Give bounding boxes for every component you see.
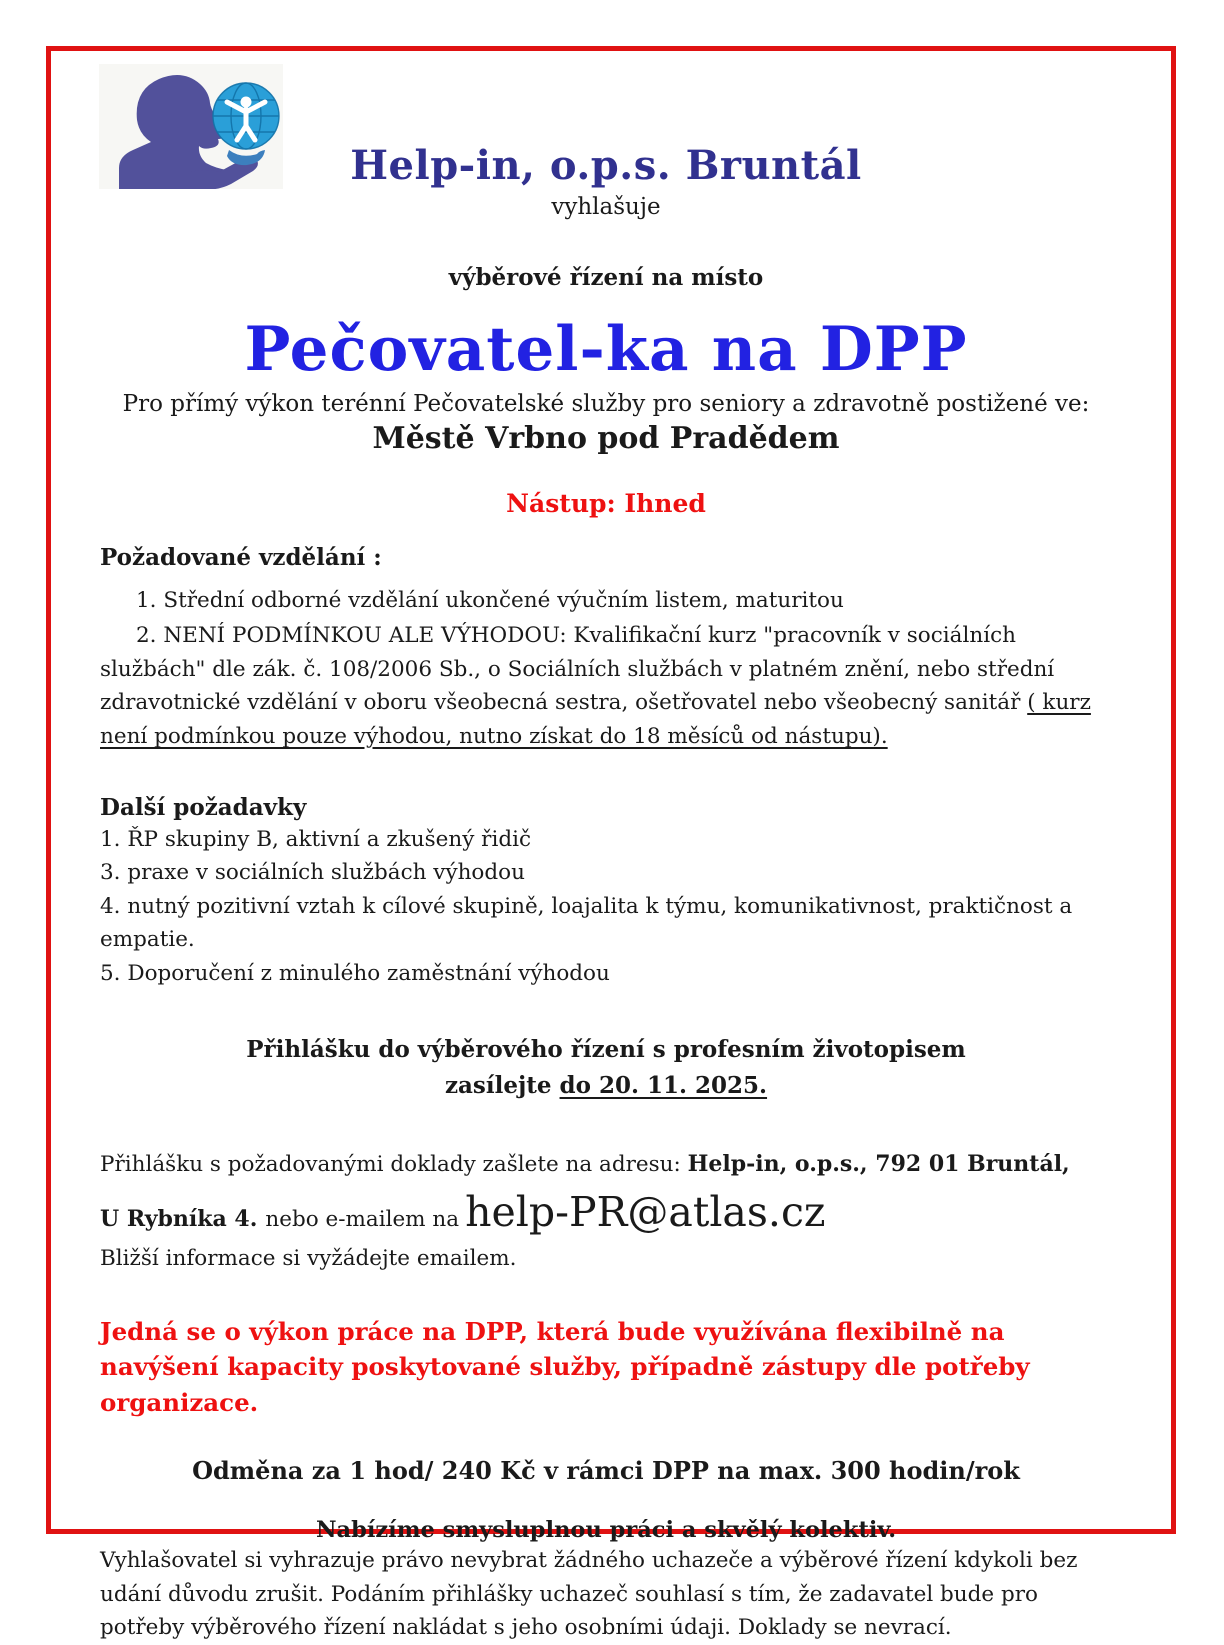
pay-line: Odměna za 1 hod/ 240 Kč v rámci DPP na max. 300 hodin/rok <box>192 1456 1020 1486</box>
requirements-heading: Další požadavky <box>100 793 307 821</box>
position-title: Pečovatel-ka na DPP <box>244 314 968 385</box>
education-item-1: 1. Střední odborné vzdělání ukončené výučním listem, maturitou <box>136 587 844 613</box>
start-date: Nástup: Ihned <box>506 488 706 518</box>
requirement-item: 5. Doporučení z minulého zaměstnání výhodou <box>100 960 610 986</box>
org-address: Help-in, o.p.s., 792 01 Bruntál, <box>687 1151 1070 1178</box>
education-heading <box>100 544 1112 571</box>
email-address: help-PR@atlas.cz <box>465 1188 826 1236</box>
application-callout <box>100 1032 1112 1103</box>
street-email-line <box>100 1188 1112 1236</box>
vacancy-intro: výběrové řízení na místo <box>448 264 764 291</box>
document-body <box>100 48 1112 1645</box>
requirement-item: 3. praxe v sociálních službách výhodou <box>100 860 525 886</box>
application-deadline: do 20. 11. 2025. <box>559 1071 768 1099</box>
email-intro-text: nebo e-mailem na <box>265 1207 460 1232</box>
position-location: Městě Vrbno pod Pradědem <box>372 420 840 456</box>
requirement-item: 1. ŘP skupiny B, aktivní a zkušený řidič <box>100 826 532 852</box>
dpp-note: Jedná se o výkon práce na DPP, která bude využívána flexibilně na navýšení kapacity poskytované služby, případně zástupy dle potřeby organizace. <box>100 1316 1030 1417</box>
education-item-2 <box>100 619 1112 753</box>
send-by-text: zasílejte <box>444 1071 560 1099</box>
application-callout-line-1: Přihlášku do výběrového řízení s profesním životopisem <box>246 1036 966 1064</box>
offer-line: Nabízíme smysluplnou práci a skvělý kolektiv. <box>315 1517 897 1544</box>
education-heading-text: Požadované vzdělání <box>100 543 366 571</box>
disclaimer: Vyhlašovatel si vyhrazuje právo nevybrat žádného uchazeče a výběrové řízení kdykoli bez udání důvodu zrušit. Podáním přihlášky uchazeč souhlasí s tím, že zadavatel bude pro potřeby výběrového řízení nakládat s jeho osobními údaji. Doklady se nevrací. <box>100 1548 1078 1641</box>
address-line <box>100 1147 1112 1182</box>
announce-text: vyhlašuje <box>551 194 661 220</box>
more-info-note: Bližší informace si vyžádejte emailem. <box>100 1246 517 1271</box>
position-description: Pro přímý výkon terénní Pečovatelské služby pro seniory a zdravotně postižené ve: <box>122 390 1090 417</box>
address-intro-text: Přihlášku s požadovanými doklady zašlete na adresu: <box>100 1152 688 1178</box>
application-callout-line-2 <box>100 1068 1112 1104</box>
education-item-2-text: 2. NENÍ PODMÍNKOU ALE VÝHODOU: Kvalifikační kurz "pracovník v sociálních službách" dle zák. č. 108/2006 Sb., o Sociálních službách v platném znění, nebo střední zdravotnické vzdělání v oboru všeobecná sestra, ošetřovatel nebo všeobecný sanitář <box>100 623 1055 716</box>
street-address: U Rybníka 4. <box>100 1206 258 1232</box>
education-heading-colon: : <box>365 543 382 571</box>
education-item-2-underlined-note: ( kurz není podmínkou pouze výhodou, nutno získat do 18 měsíců od nástupu). <box>100 690 1091 749</box>
requirement-item: 4. nutný pozitivní vztah k cílové skupině, loajalita k týmu, komunikativnost, praktičnost a empatie. <box>100 893 1073 953</box>
org-name: Help-in, o.p.s. Bruntál <box>350 142 862 189</box>
